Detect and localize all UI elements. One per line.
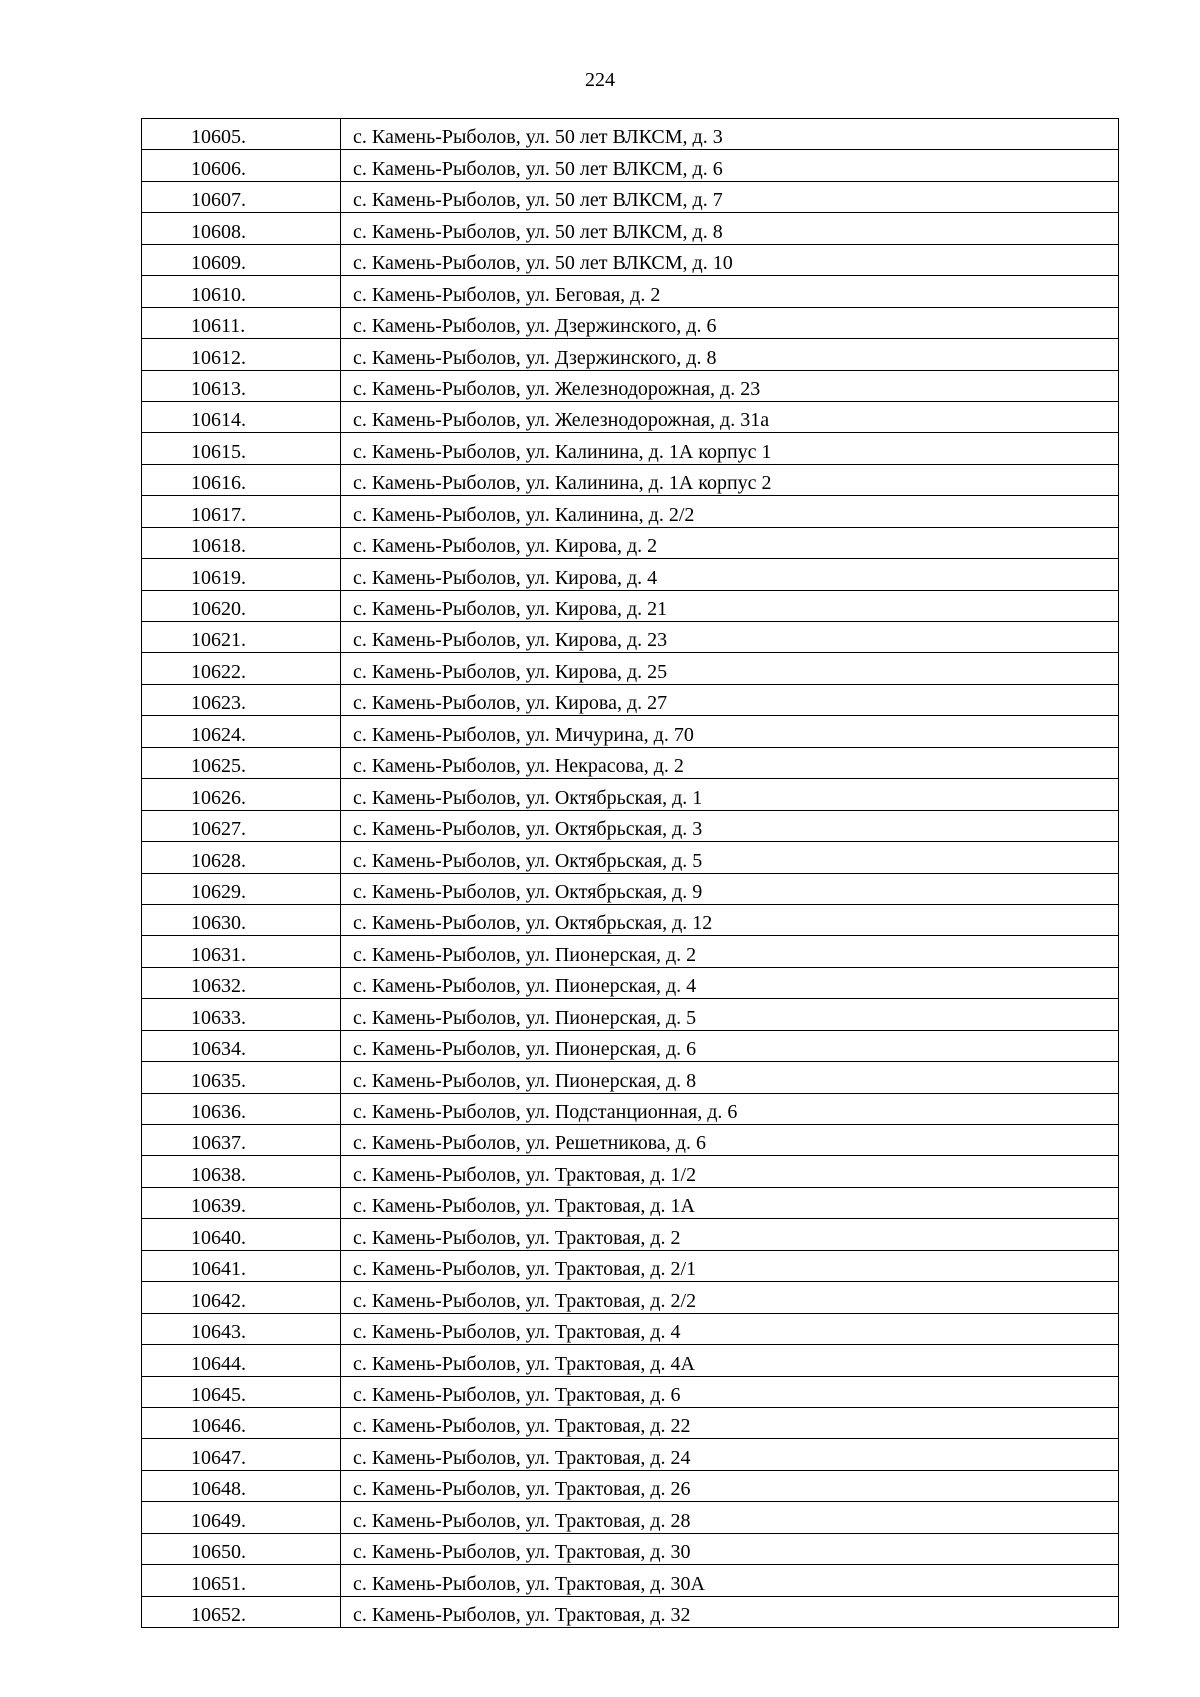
row-number: 10635. bbox=[191, 1069, 246, 1092]
row-number: 10629. bbox=[191, 880, 246, 903]
address-text: с. Камень-Рыболов, ул. Трактовая, д. 22 bbox=[353, 1415, 691, 1438]
row-number-cell bbox=[142, 967, 341, 998]
row-number-cell bbox=[142, 1533, 341, 1564]
row-number-cell bbox=[142, 1282, 341, 1313]
table-row bbox=[142, 1062, 1119, 1093]
row-number: 10644. bbox=[191, 1352, 246, 1375]
address-cell bbox=[341, 150, 1119, 181]
table-row bbox=[142, 276, 1119, 307]
table-row bbox=[142, 496, 1119, 527]
row-number: 10641. bbox=[191, 1258, 246, 1281]
row-number: 10639. bbox=[191, 1195, 246, 1218]
address-text: с. Камень-Рыболов, ул. Трактовая, д. 2 bbox=[353, 1226, 681, 1249]
table-row bbox=[142, 307, 1119, 338]
row-number: 10648. bbox=[191, 1478, 246, 1501]
row-number-cell bbox=[142, 684, 341, 715]
table-row bbox=[142, 1502, 1119, 1533]
row-number: 10633. bbox=[191, 1006, 246, 1029]
row-number: 10651. bbox=[191, 1572, 246, 1595]
address-text: с. Камень-Рыболов, ул. 50 лет ВЛКСМ, д. 6 bbox=[353, 157, 723, 180]
address-cell bbox=[341, 433, 1119, 464]
address-cell bbox=[341, 370, 1119, 401]
address-text: с. Камень-Рыболов, ул. Трактовая, д. 30 bbox=[353, 1541, 691, 1564]
row-number-cell bbox=[142, 904, 341, 935]
row-number-cell bbox=[142, 1439, 341, 1470]
address-text: с. Камень-Рыболов, ул. Трактовая, д. 30А bbox=[353, 1572, 705, 1595]
row-number-cell bbox=[142, 842, 341, 873]
table-row bbox=[142, 967, 1119, 998]
address-text: с. Камень-Рыболов, ул. Трактовая, д. 2/1 bbox=[353, 1258, 697, 1281]
row-number: 10634. bbox=[191, 1038, 246, 1061]
address-text: с. Камень-Рыболов, ул. Пионерская, д. 2 bbox=[353, 943, 697, 966]
table-row bbox=[142, 1313, 1119, 1344]
address-cell bbox=[341, 181, 1119, 212]
address-text: с. Камень-Рыболов, ул. 50 лет ВЛКСМ, д. 7 bbox=[353, 189, 723, 212]
row-number-cell bbox=[142, 810, 341, 841]
row-number-cell bbox=[142, 1345, 341, 1376]
row-number-cell bbox=[142, 559, 341, 590]
address-text: с. Камень-Рыболов, ул. Трактовая, д. 1/2 bbox=[353, 1163, 697, 1186]
table-row bbox=[142, 1407, 1119, 1438]
address-text: с. Камень-Рыболов, ул. Дзержинского, д. 8 bbox=[353, 346, 717, 369]
table-row bbox=[142, 904, 1119, 935]
row-number: 10606. bbox=[191, 157, 246, 180]
row-number-cell bbox=[142, 307, 341, 338]
row-number: 10624. bbox=[191, 723, 246, 746]
row-number: 10646. bbox=[191, 1415, 246, 1438]
address-cell bbox=[341, 1219, 1119, 1250]
row-number: 10638. bbox=[191, 1163, 246, 1186]
address-cell bbox=[341, 496, 1119, 527]
row-number: 10645. bbox=[191, 1383, 246, 1406]
address-cell bbox=[341, 401, 1119, 432]
row-number: 10612. bbox=[191, 346, 246, 369]
address-cell bbox=[341, 527, 1119, 558]
address-text: с. Камень-Рыболов, ул. Калинина, д. 2/2 bbox=[353, 503, 695, 526]
table-row bbox=[142, 1565, 1119, 1596]
address-cell bbox=[341, 747, 1119, 778]
address-text: с. Камень-Рыболов, ул. Трактовая, д. 2/2 bbox=[353, 1289, 697, 1312]
row-number: 10623. bbox=[191, 692, 246, 715]
table-row bbox=[142, 1156, 1119, 1187]
row-number-cell bbox=[142, 1219, 341, 1250]
row-number-cell bbox=[142, 873, 341, 904]
address-cell bbox=[341, 716, 1119, 747]
address-text: с. Камень-Рыболов, ул. Калинина, д. 1А корпус 1 bbox=[353, 440, 772, 463]
row-number-cell bbox=[142, 590, 341, 621]
address-text: с. Камень-Рыболов, ул. Железнодорожная, д. 23 bbox=[353, 377, 761, 400]
table-row bbox=[142, 527, 1119, 558]
row-number-cell bbox=[142, 1470, 341, 1501]
address-text: с. Камень-Рыболов, ул. 50 лет ВЛКСМ, д. 8 bbox=[353, 220, 723, 243]
row-number: 10613. bbox=[191, 377, 246, 400]
address-cell bbox=[341, 684, 1119, 715]
row-number: 10615. bbox=[191, 440, 246, 463]
address-text: с. Камень-Рыболов, ул. 50 лет ВЛКСМ, д. 3 bbox=[353, 126, 723, 149]
table-row bbox=[142, 464, 1119, 495]
row-number: 10647. bbox=[191, 1446, 246, 1469]
table-row bbox=[142, 150, 1119, 181]
row-number-cell bbox=[142, 1376, 341, 1407]
table-row bbox=[142, 1376, 1119, 1407]
row-number-cell bbox=[142, 150, 341, 181]
row-number: 10621. bbox=[191, 629, 246, 652]
row-number-cell bbox=[142, 779, 341, 810]
page-number: 224 bbox=[585, 69, 615, 91]
address-text: с. Камень-Рыболов, ул. Трактовая, д. 6 bbox=[353, 1383, 681, 1406]
address-text: с. Камень-Рыболов, ул. Трактовая, д. 28 bbox=[353, 1509, 691, 1532]
table-row bbox=[142, 747, 1119, 778]
table-row bbox=[142, 1282, 1119, 1313]
row-number-cell bbox=[142, 999, 341, 1030]
row-number-cell bbox=[142, 181, 341, 212]
table-row bbox=[142, 684, 1119, 715]
table-row bbox=[142, 1187, 1119, 1218]
row-number-cell bbox=[142, 213, 341, 244]
address-text: с. Камень-Рыболов, ул. Октябрьская, д. 12 bbox=[353, 912, 713, 935]
row-number-cell bbox=[142, 1250, 341, 1281]
table-row bbox=[142, 1596, 1119, 1627]
row-number: 10622. bbox=[191, 660, 246, 683]
address-cell bbox=[341, 464, 1119, 495]
address-text: с. Камень-Рыболов, ул. Трактовая, д. 4 bbox=[353, 1321, 681, 1344]
address-text: с. Камень-Рыболов, ул. 50 лет ВЛКСМ, д. 10 bbox=[353, 252, 733, 275]
address-text: с. Камень-Рыболов, ул. Пионерская, д. 6 bbox=[353, 1038, 697, 1061]
address-cell bbox=[341, 1030, 1119, 1061]
table-row bbox=[142, 1533, 1119, 1564]
address-cell bbox=[341, 590, 1119, 621]
row-number-cell bbox=[142, 370, 341, 401]
address-text: с. Камень-Рыболов, ул. Октябрьская, д. 1 bbox=[353, 786, 703, 809]
address-cell bbox=[341, 1565, 1119, 1596]
address-cell bbox=[341, 936, 1119, 967]
address-text: с. Камень-Рыболов, ул. Кирова, д. 4 bbox=[353, 566, 658, 589]
row-number-cell bbox=[142, 653, 341, 684]
row-number: 10616. bbox=[191, 472, 246, 495]
row-number-cell bbox=[142, 244, 341, 275]
address-cell bbox=[341, 1282, 1119, 1313]
row-number: 10620. bbox=[191, 598, 246, 620]
address-text: с. Камень-Рыболов, ул. Октябрьская, д. 9 bbox=[353, 880, 703, 903]
row-number: 10626. bbox=[191, 786, 246, 809]
row-number-cell bbox=[142, 1313, 341, 1344]
row-number: 10631. bbox=[191, 943, 246, 966]
table-row bbox=[142, 936, 1119, 967]
row-number-cell bbox=[142, 1125, 341, 1156]
row-number-cell bbox=[142, 433, 341, 464]
row-number: 10628. bbox=[191, 849, 246, 872]
address-text: с. Камень-Рыболов, ул. Решетникова, д. 6 bbox=[353, 1132, 706, 1155]
row-number: 10608. bbox=[191, 220, 246, 243]
address-text: с. Камень-Рыболов, ул. Кирова, д. 25 bbox=[353, 660, 668, 683]
row-number-cell bbox=[142, 276, 341, 307]
table-row bbox=[142, 213, 1119, 244]
address-cell bbox=[341, 244, 1119, 275]
table-row bbox=[142, 999, 1119, 1030]
row-number-cell bbox=[142, 464, 341, 495]
address-text: с. Камень-Рыболов, ул. Кирова, д. 21 bbox=[353, 598, 668, 620]
row-number: 10652. bbox=[191, 1604, 246, 1626]
address-cell bbox=[341, 1376, 1119, 1407]
table-row bbox=[142, 1125, 1119, 1156]
table-row bbox=[142, 181, 1119, 212]
address-cell bbox=[341, 1250, 1119, 1281]
row-number: 10637. bbox=[191, 1132, 246, 1155]
address-cell bbox=[341, 999, 1119, 1030]
row-number: 10614. bbox=[191, 409, 246, 432]
table-row bbox=[142, 779, 1119, 810]
row-number-cell bbox=[142, 936, 341, 967]
row-number: 10618. bbox=[191, 535, 246, 558]
address-table-body bbox=[142, 119, 1119, 1628]
address-cell bbox=[341, 559, 1119, 590]
row-number-cell bbox=[142, 339, 341, 370]
row-number-cell bbox=[142, 1062, 341, 1093]
row-number: 10650. bbox=[191, 1541, 246, 1564]
address-cell bbox=[341, 213, 1119, 244]
table-row bbox=[142, 559, 1119, 590]
table-row bbox=[142, 401, 1119, 432]
table-row bbox=[142, 1345, 1119, 1376]
row-number: 10649. bbox=[191, 1509, 246, 1532]
row-number: 10610. bbox=[191, 283, 246, 306]
address-cell bbox=[341, 904, 1119, 935]
address-text: с. Камень-Рыболов, ул. Трактовая, д. 26 bbox=[353, 1478, 691, 1501]
address-cell bbox=[341, 307, 1119, 338]
table-row bbox=[142, 1219, 1119, 1250]
address-table bbox=[141, 118, 1119, 1628]
address-text: с. Камень-Рыболов, ул. Дзержинского, д. 6 bbox=[353, 315, 717, 338]
address-cell bbox=[341, 1533, 1119, 1564]
address-text: с. Камень-Рыболов, ул. Кирова, д. 2 bbox=[353, 535, 658, 558]
address-text: с. Камень-Рыболов, ул. Подстанционная, д. 6 bbox=[353, 1101, 738, 1123]
row-number: 10605. bbox=[191, 126, 246, 149]
table-row bbox=[142, 1093, 1119, 1124]
row-number-cell bbox=[142, 622, 341, 653]
address-text: с. Камень-Рыболов, ул. Пионерская, д. 4 bbox=[353, 975, 697, 998]
table-row bbox=[142, 370, 1119, 401]
address-cell bbox=[341, 1125, 1119, 1156]
address-cell bbox=[341, 1407, 1119, 1438]
row-number-cell bbox=[142, 1187, 341, 1218]
address-cell bbox=[341, 1093, 1119, 1124]
address-text: с. Камень-Рыболов, ул. Октябрьская, д. 3 bbox=[353, 818, 703, 841]
row-number-cell bbox=[142, 747, 341, 778]
row-number: 10640. bbox=[191, 1226, 246, 1249]
address-cell bbox=[341, 1439, 1119, 1470]
row-number-cell bbox=[142, 401, 341, 432]
address-cell bbox=[341, 873, 1119, 904]
address-cell bbox=[341, 119, 1119, 150]
address-cell bbox=[341, 653, 1119, 684]
table-row bbox=[142, 810, 1119, 841]
table-row bbox=[142, 1030, 1119, 1061]
address-cell bbox=[341, 622, 1119, 653]
row-number: 10632. bbox=[191, 975, 246, 998]
address-text: с. Камень-Рыболов, ул. Некрасова, д. 2 bbox=[353, 755, 684, 778]
row-number-cell bbox=[142, 1565, 341, 1596]
row-number-cell bbox=[142, 1502, 341, 1533]
row-number-cell bbox=[142, 496, 341, 527]
address-text: с. Камень-Рыболов, ул. Пионерская, д. 5 bbox=[353, 1006, 697, 1029]
address-text: с. Камень-Рыболов, ул. Трактовая, д. 32 bbox=[353, 1604, 691, 1626]
address-cell bbox=[341, 276, 1119, 307]
row-number-cell bbox=[142, 527, 341, 558]
address-text: с. Камень-Рыболов, ул. Пионерская, д. 8 bbox=[353, 1069, 697, 1092]
address-cell bbox=[341, 810, 1119, 841]
address-cell bbox=[341, 779, 1119, 810]
table-row bbox=[142, 244, 1119, 275]
address-text: с. Камень-Рыболов, ул. Беговая, д. 2 bbox=[353, 283, 661, 306]
address-text: с. Камень-Рыболов, ул. Трактовая, д. 1А bbox=[353, 1195, 695, 1218]
address-cell bbox=[341, 842, 1119, 873]
address-text: с. Камень-Рыболов, ул. Кирова, д. 23 bbox=[353, 629, 668, 652]
address-cell bbox=[341, 1187, 1119, 1218]
table-row bbox=[142, 119, 1119, 150]
table-row bbox=[142, 873, 1119, 904]
row-number: 10609. bbox=[191, 252, 246, 275]
address-text: с. Камень-Рыболов, ул. Кирова, д. 27 bbox=[353, 692, 668, 715]
table-row bbox=[142, 590, 1119, 621]
table-row bbox=[142, 653, 1119, 684]
row-number-cell bbox=[142, 1093, 341, 1124]
table-row bbox=[142, 339, 1119, 370]
address-text: с. Камень-Рыболов, ул. Мичурина, д. 70 bbox=[353, 723, 694, 746]
address-cell bbox=[341, 1062, 1119, 1093]
row-number: 10636. bbox=[191, 1101, 246, 1123]
address-text: с. Камень-Рыболов, ул. Калинина, д. 1А корпус 2 bbox=[353, 472, 772, 495]
row-number-cell bbox=[142, 1407, 341, 1438]
address-cell bbox=[341, 1470, 1119, 1501]
address-cell bbox=[341, 1596, 1119, 1627]
row-number: 10619. bbox=[191, 566, 246, 589]
row-number: 10617. bbox=[191, 503, 246, 526]
table-row bbox=[142, 1439, 1119, 1470]
table-row bbox=[142, 622, 1119, 653]
row-number: 10625. bbox=[191, 755, 246, 778]
address-cell bbox=[341, 1502, 1119, 1533]
row-number: 10642. bbox=[191, 1289, 246, 1312]
row-number: 10643. bbox=[191, 1321, 246, 1344]
row-number-cell bbox=[142, 1156, 341, 1187]
table-row bbox=[142, 433, 1119, 464]
row-number: 10607. bbox=[191, 189, 246, 212]
row-number-cell bbox=[142, 1596, 341, 1627]
row-number: 10627. bbox=[191, 818, 246, 841]
row-number-cell bbox=[142, 1030, 341, 1061]
address-text: с. Камень-Рыболов, ул. Трактовая, д. 4А bbox=[353, 1352, 695, 1375]
address-cell bbox=[341, 1156, 1119, 1187]
table-row bbox=[142, 1470, 1119, 1501]
row-number-cell bbox=[142, 119, 341, 150]
table-row bbox=[142, 1250, 1119, 1281]
address-text: с. Камень-Рыболов, ул. Железнодорожная, д. 31а bbox=[353, 409, 770, 432]
row-number: 10611. bbox=[191, 315, 246, 338]
table-row bbox=[142, 842, 1119, 873]
address-cell bbox=[341, 967, 1119, 998]
table-row bbox=[142, 716, 1119, 747]
address-cell bbox=[341, 339, 1119, 370]
address-cell bbox=[341, 1345, 1119, 1376]
row-number: 10630. bbox=[191, 912, 246, 935]
address-text: с. Камень-Рыболов, ул. Октябрьская, д. 5 bbox=[353, 849, 703, 872]
address-cell bbox=[341, 1313, 1119, 1344]
address-text: с. Камень-Рыболов, ул. Трактовая, д. 24 bbox=[353, 1446, 691, 1469]
row-number-cell bbox=[142, 716, 341, 747]
